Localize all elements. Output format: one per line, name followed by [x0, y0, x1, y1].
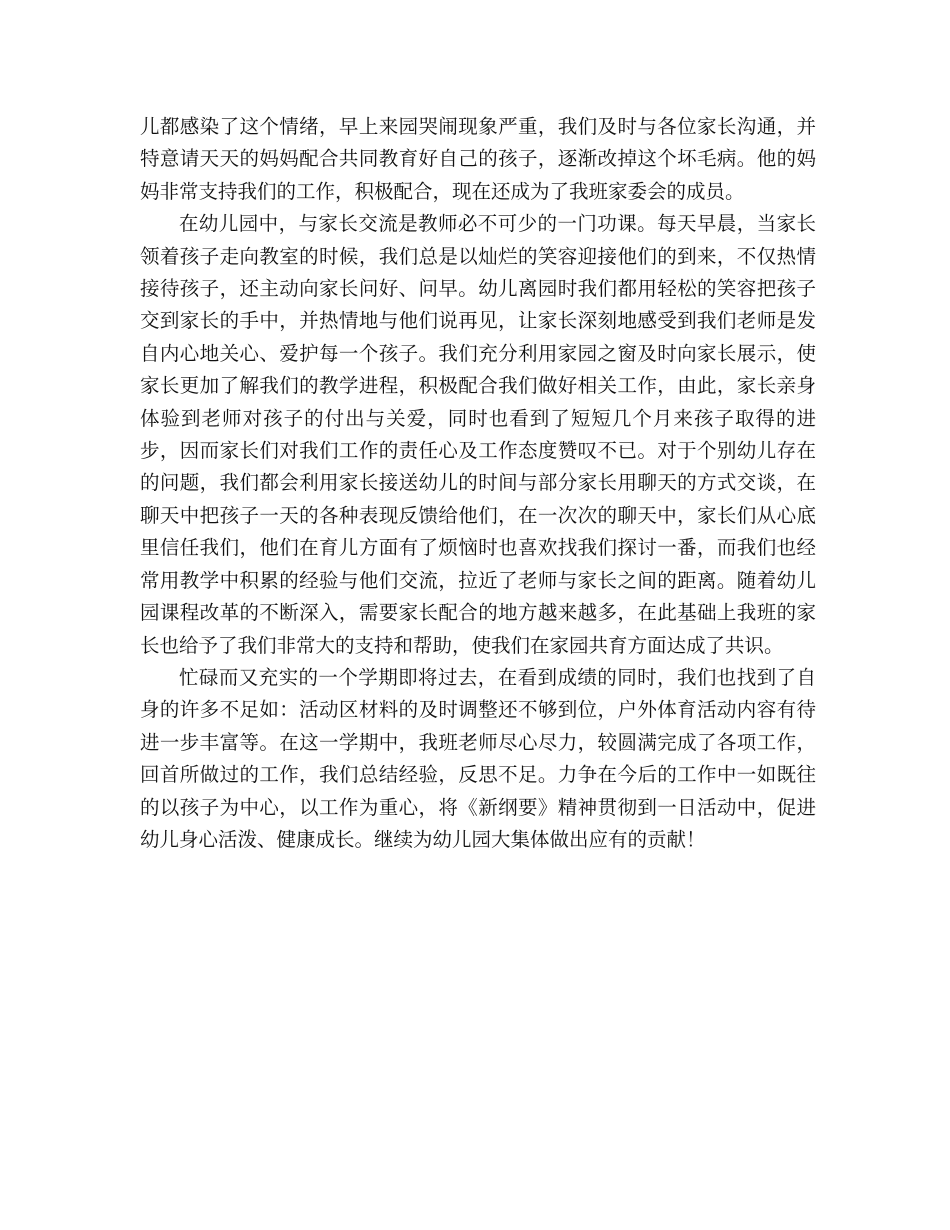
paragraph-continued: 儿都感染了这个情绪，早上来园哭闹现象严重，我们及时与各位家长沟通，并特意请天天的妈妈配合共同教育好自己的孩子，逐渐改掉这个坏毛病。他的妈妈非常支持我们的工作，积极配合，现在还成为了我班家委会的成员。: [140, 115, 816, 203]
paragraph-semester-reflection: 忙碌而又充实的一个学期即将过去，在看到成绩的同时，我们也找到了自身的许多不足如：活动区材料的及时调整还不够到位，户外体育活动内容有待进一步丰富等。在这一学期中，我班老师尽心尽力，较圆满完成了各项工作，回首所做过的工作，我们总结经验，反思不足。力争在今后的工作中一如既往的以孩子为中心，以工作为重心，将《新纲要》精神贯彻到一日活动中，促进幼儿身心活泼、健康成长。继续为幼儿园大集体做出应有的贡献！: [140, 665, 816, 851]
document-body: [140, 111, 816, 856]
paragraph-parent-communication: 在幼儿园中，与家长交流是教师必不可少的一门功课。每天早晨，当家长领着孩子走向教室的时候，我们总是以灿烂的笑容迎接他们的到来，不仅热情接待孩子，还主动向家长问好、问早。幼儿离园时我们都用轻松的笑容把孩子交到家长的手中，并热情地与他们说再见，让家长深刻地感受到我们老师是发自内心地关心、爱护每一个孩子。我们充分利用家园之窗及时向家长展示，使家长更加了解我们的教学进程，积极配合我们做好相关工作，由此，家长亲身体验到老师对孩子的付出与关爱，同时也看到了短短几个月来孩子取得的进步，因而家长们对我们工作的责任心及工作态度赞叹不已。对于个别幼儿存在的问题，我们都会利用家长接送幼儿的时间与部分家长用聊天的方式交谈，在聊天中把孩子一天的各种表现反馈给他们，在一次次的聊天中，家长们从心底里信任我们，他们在育儿方面有了烦恼时也喜欢找我们探讨一番，而我们也经常用教学中积累的经验与他们交流，拉近了老师与家长之间的距离。随着幼儿园课程改革的不断深入，需要家长配合的地方越来越多，在此基础上我班的家长也给予了我们非常大的支持和帮助，使我们在家园共育方面达成了共识。: [140, 212, 816, 657]
